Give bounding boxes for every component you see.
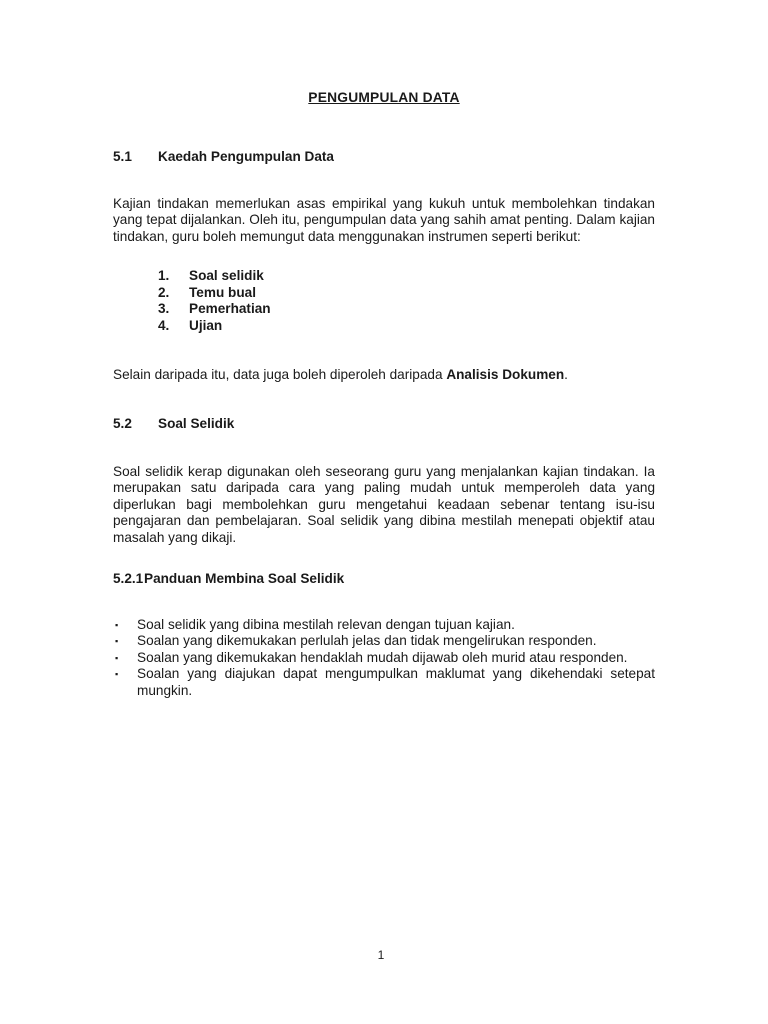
page-title: PENGUMPULAN DATA: [308, 90, 460, 105]
list-item: ▪ Soalan yang diajukan dapat mengumpulkan maklumat yang dikehendaki setepat mungkin.: [115, 666, 655, 698]
list-item: 1. Soal selidik: [158, 268, 264, 283]
section-heading-5-2: [113, 416, 234, 432]
section-5-2-paragraph: Soal selidik kerap digunakan oleh seseorang guru yang menjalankan kajian tindakan. Ia merupakan satu daripada cara yang paling mudah untuk memperoleh data yang diperlukan bagi membolehkan guru mengetahui keadaan sebenar tentang isu-isu pengajaran dan pembelajaran. Soal selidik yang dibina mestilah menepati objektif atau masalah yang dikaji.: [113, 464, 655, 545]
bullet-icon: ▪: [115, 669, 119, 680]
section-number: 5.1: [113, 149, 132, 164]
list-item: ▪ Soal selidik yang dibina mestilah relevan dengan tujuan kajian.: [115, 617, 515, 632]
section-heading-5-2-1: [113, 571, 344, 587]
analisis-dokumen-term: Analisis Dokumen: [446, 367, 565, 382]
list-item: ▪ Soalan yang dikemukakan perlulah jelas dan tidak mengelirukan responden.: [115, 633, 597, 649]
bullet-icon: ▪: [115, 620, 119, 630]
page-number: 1: [377, 948, 385, 962]
list-item: 4. Ujian: [158, 318, 223, 334]
closing-sentence: Selain daripada itu, data juga boleh diperoleh daripada Analisis Dokumen.: [113, 367, 568, 382]
instrument-list: [158, 268, 271, 335]
section-title: Soal Selidik: [158, 416, 235, 431]
list-item: 2. Temu bual: [158, 284, 256, 300]
section-heading-5-1: [113, 149, 334, 165]
list-item: ▪ Soalan yang dikemukakan hendaklah mudah dijawab oleh murid atau responden.: [115, 649, 628, 665]
bullet-icon: ▪: [115, 652, 119, 663]
guideline-list: [113, 617, 655, 699]
bullet-icon: ▪: [115, 636, 119, 647]
section-number: 5.2.1: [113, 571, 144, 586]
section-title: Panduan Membina Soal Selidik: [144, 571, 345, 586]
section-title: Kaedah Pengumpulan Data: [158, 149, 334, 164]
section-5-1-paragraph: Kajian tindakan memerlukan asas empirikal yang kukuh untuk membolehkan tindakan yang tepat dijalankan. Oleh itu, pengumpulan data yang sahih amat penting. Dalam kajian tindakan, guru boleh memungut data menggunakan instrumen seperti berikut:: [113, 196, 655, 244]
section-number: 5.2: [113, 416, 132, 431]
list-item: 3. Pemerhatian: [158, 301, 271, 317]
